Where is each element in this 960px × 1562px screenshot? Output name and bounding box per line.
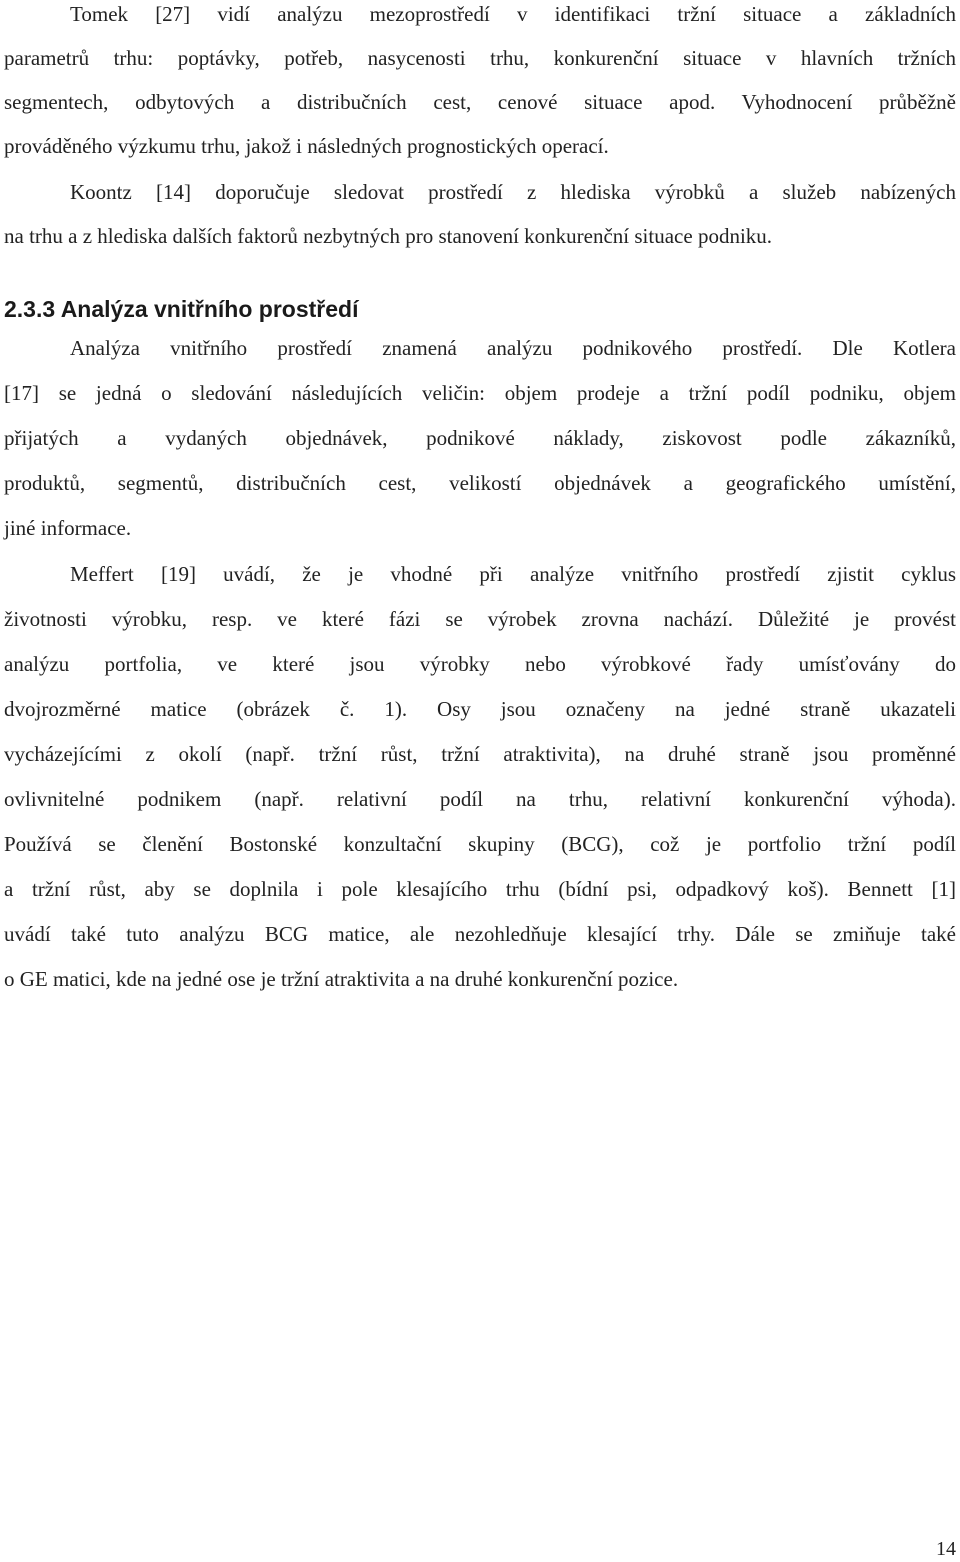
paragraph-1-line-2: parametrů trhu: poptávky, potřeb, nasycenosti trhu, konkurenční situace v hlavních tržních (4, 46, 956, 70)
paragraph-1-line-4: prováděného výzkumu trhu, jakož i následných prognostických operací. (4, 134, 609, 158)
paragraph-4-line-1: Meffert [19] uvádí, že je vhodné při analýze vnitřního prostředí zjistit cyklus (70, 562, 956, 586)
paragraph-4-line-10: o GE matici, kde na jedné ose je tržní atraktivita a na druhé konkurenční pozice. (4, 967, 679, 991)
paragraph-1-line-3: segmentech, odbytových a distribučních cest, cenové situace apod. Vyhodnocení průběžně (4, 90, 956, 114)
paragraph-4-line-7: Používá se členění Bostonské konzultační skupiny (BCG), což je portfolio tržní podíl (4, 832, 956, 856)
section-heading: 2.3.3 Analýza vnitřního prostředí (4, 296, 359, 322)
paragraph-4-line-9: uvádí také tuto analýzu BCG matice, ale nezohledňuje klesající trhy. Dále se zmiňuje také (4, 922, 956, 946)
paragraph-3-line-5: jiné informace. (4, 516, 132, 540)
paragraph-4-line-3: analýzu portfolia, ve které jsou výrobky nebo výrobkové řady umísťovány do (4, 652, 956, 676)
paragraph-1-line-1: Tomek [27] vidí analýzu mezoprostředí v identifikaci tržní situace a základních (70, 2, 956, 26)
paragraph-2-line-2: na trhu a z hlediska dalších faktorů nezbytných pro stanovení konkurenční situace podniku. (4, 224, 773, 248)
paragraph-4-line-6: ovlivnitelné podnikem (např. relativní podíl na trhu, relativní konkurenční výhoda). (4, 787, 956, 811)
paragraph-4-line-2: životnosti výrobku, resp. ve které fázi se výrobek zrovna nachází. Důležité je provést (4, 607, 956, 631)
paragraph-3-line-3: přijatých a vydaných objednávek, podnikové náklady, ziskovost podle zákazníků, (4, 426, 956, 450)
paragraph-3-line-4: produktů, segmentů, distribučních cest, velikostí objednávek a geografického umístění, (4, 471, 956, 495)
paragraph-2-line-1: Koontz [14] doporučuje sledovat prostředí z hlediska výrobků a služeb nabízených (70, 180, 956, 204)
paragraph-4-line-4: dvojrozměrné matice (obrázek č. 1). Osy jsou označeny na jedné straně ukazateli (4, 697, 956, 721)
page-number: 14 (936, 1538, 956, 1560)
paragraph-3-line-2: [17] se jedná o sledování následujících veličin: objem prodeje a tržní podíl podniku, objem (4, 381, 956, 405)
paragraph-4-line-5: vycházejícími z okolí (např. tržní růst, tržní atraktivita), na druhé straně jsou proměnné (4, 742, 956, 766)
paragraph-3-line-1: Analýza vnitřního prostředí znamená analýzu podnikového prostředí. Dle Kotlera (70, 336, 956, 360)
paragraph-4-line-8: a tržní růst, aby se doplnila i pole klesajícího trhu (bídní psi, odpadkový koš). Bennett [1] (4, 877, 956, 901)
